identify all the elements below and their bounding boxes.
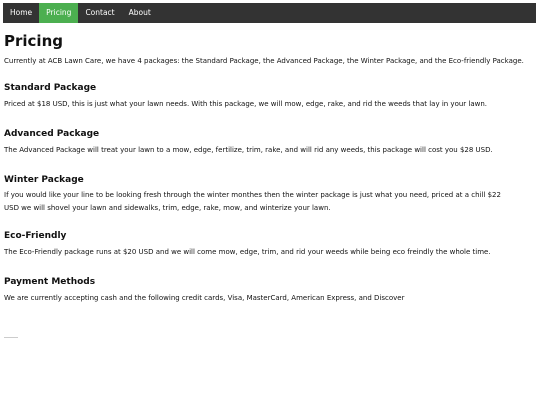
advanced-package-text: The Advanced Package will treat your lawn to a mow, edge, fertilize, trim, rake, and will rid any weeds, this package will cost you $28 USD.	[4, 146, 493, 154]
winter-package-text: If you would like your line to be looking fresh through the winter monthes then the winter package is just what you need, priced at a chill $22 USD we will shovel your lawn and sidewalks, trim, edge, rake, mow, and winterize your lawn.	[4, 191, 501, 212]
payment-methods-heading: Payment Methods	[4, 277, 96, 287]
eco-friendly-text: The Eco-Friendly package runs at $20 USD and we will come mow, edge, trim, and rid your weeds while being eco freindly the whole time.	[4, 248, 491, 256]
eco-friendly-heading: Eco-Friendly	[4, 231, 67, 241]
intro-text: Currently at ACB Lawn Care, we have 4 packages: the Standard Package, the Advanced Package, the Winter Package, and the Eco-friendly Package.	[4, 57, 524, 65]
horizontal-divider	[4, 337, 18, 338]
main-content	[4, 33, 534, 302]
nav-home-link[interactable]: Home	[10, 8, 33, 17]
advanced-package-heading: Advanced Package	[4, 129, 100, 139]
top-navbar	[3, 3, 536, 23]
winter-package-heading: Winter Package	[4, 175, 84, 185]
nav-about-link[interactable]: About	[128, 8, 151, 17]
payment-methods-text: We are currently accepting cash and the following credit cards, Visa, MasterCard, American Express, and Discover	[4, 294, 405, 302]
nav-contact-link[interactable]: Contact	[85, 8, 115, 17]
standard-package-heading: Standard Package	[4, 83, 97, 93]
nav-pricing-link[interactable]: Pricing	[39, 3, 78, 23]
page-title: Pricing	[4, 32, 63, 50]
standard-package-text: Priced at $18 USD, this is just what your lawn needs. With this package, we will mow, edge, rake, and rid the weeds that lay in your lawn.	[4, 100, 488, 108]
